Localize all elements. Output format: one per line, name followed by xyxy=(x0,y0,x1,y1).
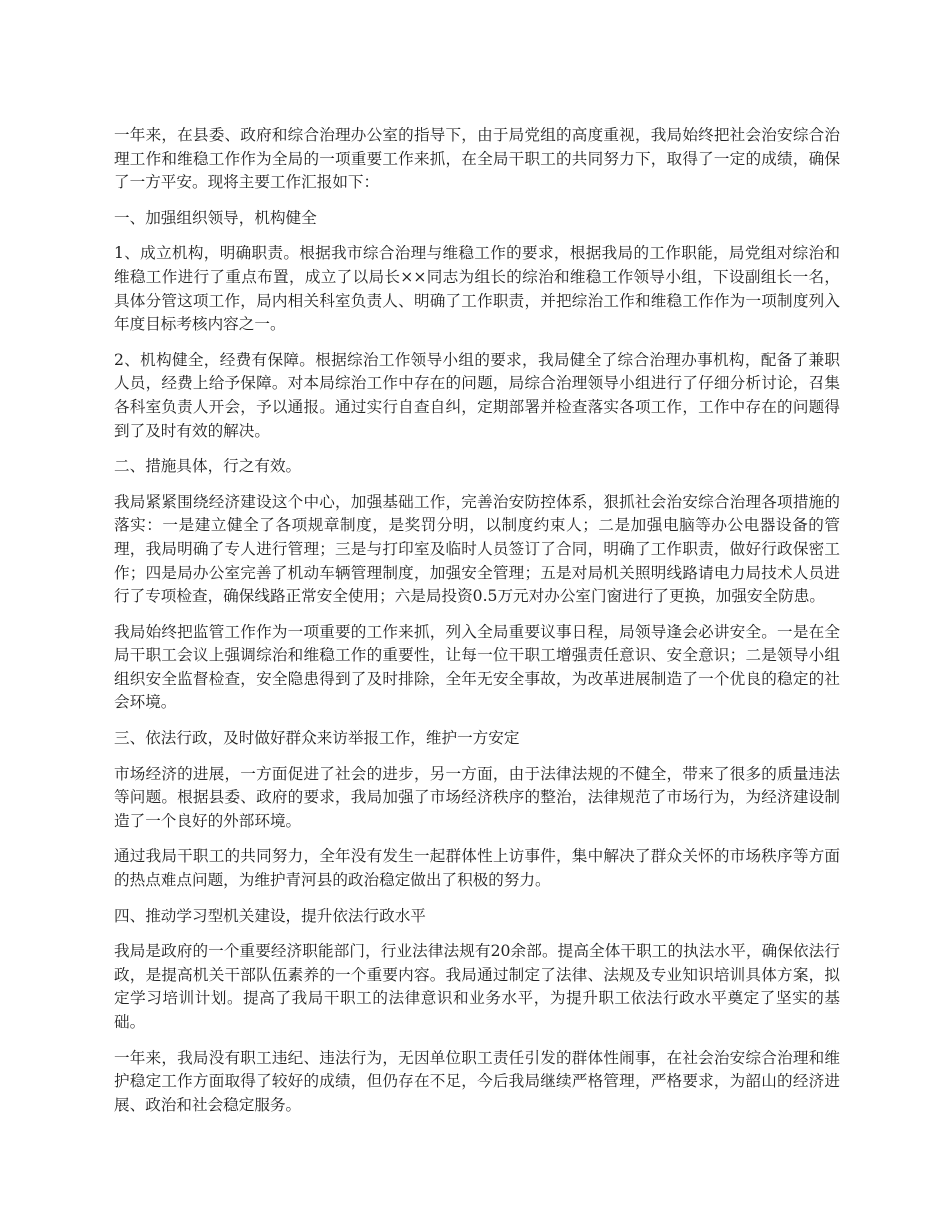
section-heading-2: 二、措施具体，行之有效。 xyxy=(114,457,302,476)
paragraph-3-2: 通过我局干职工的共同努力，全年没有发生一起群体性上访事件，集中解决了群众关怀的市场秩序等方面的热点难点问题，为维护青河县的政治稳定做出了积极的努力。 xyxy=(114,847,840,890)
paragraph-2-1: 我局紧紧围绕经济建设这个中心，加强基础工作，完善治安防控体系，狠抓社会治安综合治理各项措施的落实：一是建立健全了各项规章制度，是奖罚分明，以制度约束人；二是加强电脑等办公电器设备的管理，我局明确了专人进行管理；三是与打印室及临时人员签订了合同，明确了工作职责，做好行政保密工作；四是局办公室完善了机动车辆管理制度，加强安全管理；五是对局机关照明线路请电力局技术人员进行了专项检查，确保线路正常安全使用；六是局投资0.5万元对办公室门窗进行了更换，加强安全防患。 xyxy=(114,492,840,606)
paragraph-2-2: 我局始终把监管工作作为一项重要的工作来抓，列入全局重要议事日程，局领导逢会必讲安全。一是在全局干职工会议上强调综治和维稳工作的重要性，让每一位干职工增强责任意识、安全意识；二是领导小组组织安全监督检查，安全隐患得到了及时排除，全年无安全事故，为改革进展制造了一个优良的稳定的社会环境。 xyxy=(114,622,840,712)
document-body xyxy=(114,124,840,1129)
paragraph-1-1: 1、成立机构，明确职责。根据我市综合治理与维稳工作的要求，根据我局的工作职能，局党组对综治和维稳工作进行了重点布置，成立了以局长××同志为组长的综治和维稳工作领导小组，下设副组长一名，具体分管这项工作，局内相关科室负责人、明确了工作职责，并把综治工作和维稳工作作为一项制度列入年度目标考核内容之一。 xyxy=(114,244,840,334)
paragraph-1-2: 2、机构健全，经费有保障。根据综治工作领导小组的要求，我局健全了综合治理办事机构，配备了兼职人员，经费上给予保障。对本局综治工作中存在的问题，局综合治理领导小组进行了仔细分析讨论，召集各科室负责人开会，予以通报。通过实行自查自纠，定期部署并检查落实各项工作，工作中存在的问题得到了及时有效的解决。 xyxy=(114,350,840,440)
section-heading-3: 三、依法行政，及时做好群众来访举报工作，维护一方安定 xyxy=(114,729,520,748)
section-heading-4: 四、推动学习型机关建设，提升依法行政水平 xyxy=(114,906,426,925)
paragraph-4-1: 我局是政府的一个重要经济职能部门，行业法律法规有20余部。提高全体干职工的执法水平，确保依法行政，是提高机关干部队伍素养的一个重要内容。我局通过制定了法律、法规及专业知识培训具体方案，拟定学习培训计划。提高了我局干职工的法律意识和业务水平，为提升职工依法行政水平奠定了坚实的基础。 xyxy=(114,942,840,1031)
closing-paragraph: 一年来，我局没有职工违纪、违法行为，无因单位职工责任引发的群体性闹事，在社会治安综合治理和维护稳定工作方面取得了较好的成绩，但仍存在不足，今后我局继续严格管理，严格要求，为韶山的经济进展、政治和社会稳定服务。 xyxy=(114,1048,840,1114)
intro-paragraph: 一年来，在县委、政府和综合治理办公室的指导下，由于局党组的高度重视，我局始终把社会治安综合治理工作和维稳工作作为全局的一项重要工作来抓，在全局干职工的共同努力下，取得了一定的成绩，确保了一方平安。现将主要工作汇报如下： xyxy=(114,126,840,192)
section-heading-1: 一、加强组织领导，机构健全 xyxy=(114,208,317,227)
paragraph-3-1: 市场经济的进展，一方面促进了社会的进步，另一方面，由于法律法规的不健全，带来了很多的质量违法等问题。根据县委、政府的要求，我局加强了市场经济秩序的整治，法律规范了市场行为，为经济建设制造了一个良好的外部环境。 xyxy=(114,764,840,830)
